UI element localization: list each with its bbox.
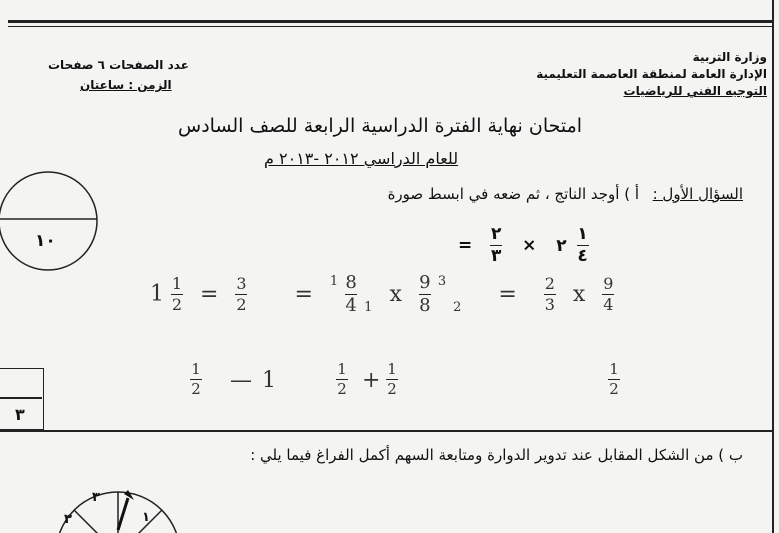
spinner-label-far-left: ٣ [64,512,72,527]
circle-score: ١٠ [35,231,56,251]
eq-times: × [522,235,537,256]
ministry-name: وزارة التربية [692,50,767,64]
right-border [772,0,774,533]
part-score-divider [0,397,42,399]
exam-year: للعام الدراسي ٢٠١٢ -٢٠١٣ م [264,149,459,168]
supervision-name: التوجيه الفني للرياضيات [623,84,767,98]
section-divider [0,430,773,432]
spinner-figure [38,472,198,533]
eq-fraction-2-3: $\frac{٢}{٣}$ [490,224,502,266]
question1-part-a: أ ) أوجد الناتج ، ثم ضعه في ابسط صورة [387,185,639,203]
spinner-label-right: ١ [142,510,150,525]
eq-equals: = [458,235,473,256]
spinner-label-left: ٣ [92,490,100,505]
hand-line-2: 1 2 — 1 1 2 + 1 2 1 2 [191,360,619,398]
question1-label: السؤال الأول : [652,185,743,203]
duration: الزمن : ساعتان [80,78,172,92]
eq-mixed-whole: ٢ [556,235,567,256]
hand-line-1: 1 $\frac{1}{2}$ = $\frac{3}{2}$ = $^1$ $\frac{8}{4}$ 1 x $\frac{9}{8}$ $^3$ 2 = $\frac{2}{3}$ x $\frac{9}{4}$ [150,272,614,316]
printed-equation [458,226,589,265]
eq-mixed-fraction: $\frac{١}{٤}$ [577,224,588,266]
top-rule [8,20,773,23]
exam-title: امتحان نهاية الفترة الدراسية الرابعة للصف السادس [178,115,583,137]
top-rule-thin [8,26,773,27]
question1-part-b: ب ) من الشكل المقابل عند تدوير الدوارة ومتابعة السهم أكمل الفراغ فيما يلي : [250,446,743,464]
page-count: عدد الصفحات ٦ صفحات [48,58,189,72]
score-circle [0,170,102,274]
part-score: ٣ [15,405,25,424]
directorate-name: الإدارة العامة لمنطقة العاصمة التعليمية [536,67,767,81]
